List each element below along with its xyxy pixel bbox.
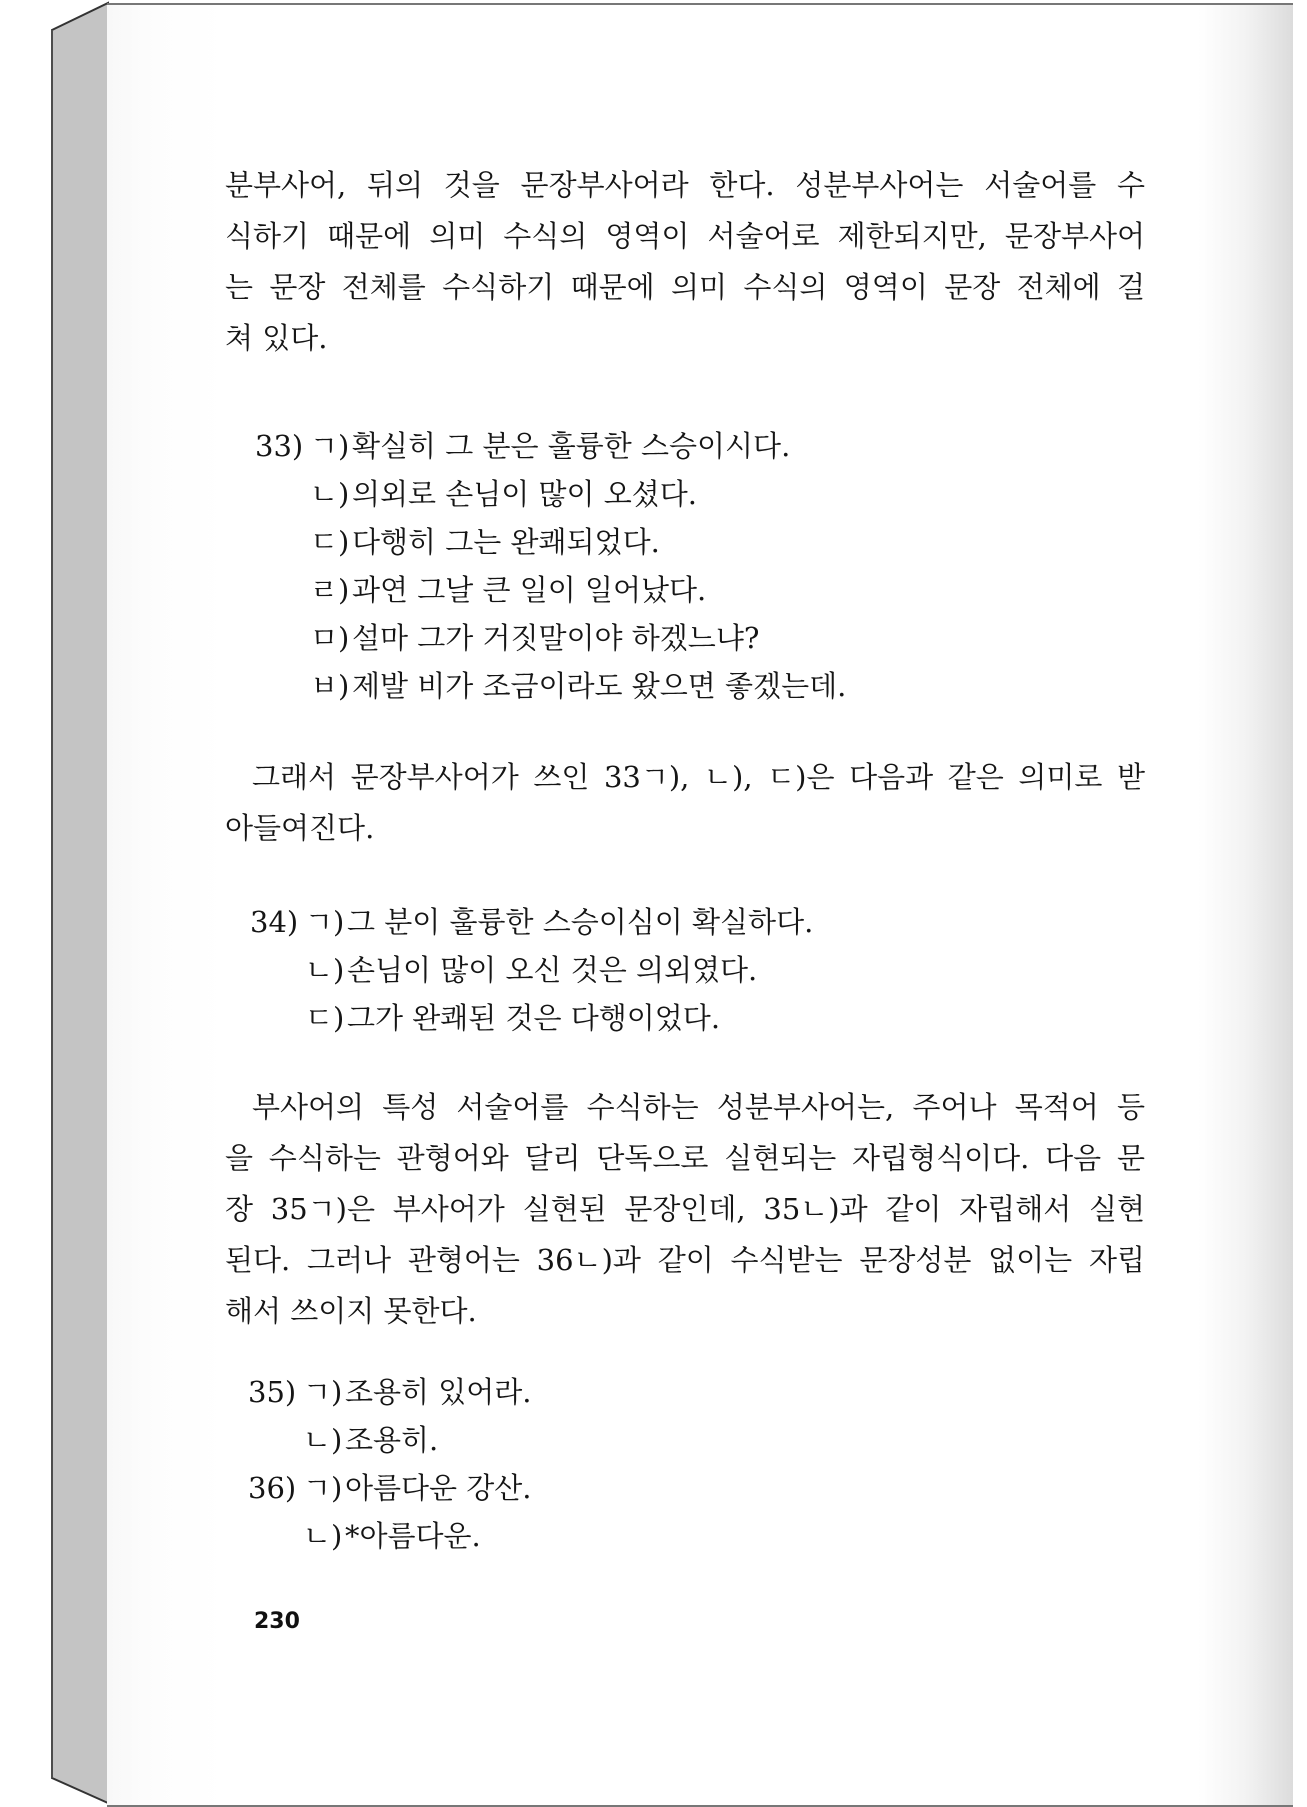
example-text: 의외로 손님이 많이 오셨다. (352, 477, 698, 511)
paragraph-text: 서술어를 수식하는 성분부사어는, 주어나 목적어 등 (456, 1090, 1145, 1124)
example-33 (225, 422, 1145, 710)
example-text: 과연 그날 큰 일이 일어났다. (352, 573, 707, 607)
example-number: 36) (248, 1471, 297, 1505)
example-letter: ㄴ) (303, 1423, 343, 1457)
example-row (225, 614, 1145, 662)
example-row (225, 1368, 1145, 1416)
example-number: 35) (248, 1375, 297, 1409)
example-text: *아름다운. (345, 1519, 481, 1553)
paragraph-line: 된다. 그러나 관형어는 36ㄴ)과 같이 수식받는 문장성분 없이는 자립 (225, 1243, 1145, 1277)
paragraph-line: 해서 쓰이지 못한다. (225, 1294, 477, 1328)
example-text: 설마 그가 거짓말이야 하겠느냐? (352, 621, 760, 655)
paragraph-1 (225, 160, 1145, 364)
example-row (225, 946, 1145, 994)
example-34 (225, 898, 1145, 1042)
example-text: 조용히. (345, 1423, 439, 1457)
section-heading: 부사어의 특성 (252, 1090, 439, 1124)
example-row (225, 994, 1145, 1042)
example-letter: ㅁ) (310, 621, 350, 655)
example-number: 33) (255, 429, 304, 463)
paragraph-line: 그래서 문장부사어가 쓰인 33ㄱ), ㄴ), ㄷ)은 다음과 같은 의미로 받 (252, 760, 1145, 794)
example-text: 확실히 그 분은 훌륭한 스승이시다. (352, 429, 791, 463)
paragraph-line: 쳐 있다. (225, 321, 328, 355)
paragraph-line: 장 35ㄱ)은 부사어가 실현된 문장인데, 35ㄴ)과 같이 자립해서 실현 (225, 1192, 1145, 1226)
paragraph-line: 을 수식하는 관형어와 달리 단독으로 실현되는 자립형식이다. 다음 문 (225, 1141, 1145, 1175)
example-row (225, 422, 1145, 470)
example-text: 아름다운 강산. (345, 1471, 532, 1505)
example-row (225, 662, 1145, 710)
example-letter: ㄹ) (310, 573, 350, 607)
example-letter: ㅂ) (310, 669, 350, 703)
example-text: 그가 완쾌된 것은 다행이었다. (347, 1001, 721, 1035)
example-35-36 (225, 1368, 1145, 1560)
example-letter: ㄱ) (305, 905, 345, 939)
example-row (225, 898, 1145, 946)
paragraph-line: 분부사어, 뒤의 것을 문장부사어라 한다. 성분부사어는 서술어를 수 (225, 168, 1145, 202)
example-text: 다행히 그는 완쾌되었다. (352, 525, 660, 559)
example-text: 손님이 많이 오신 것은 의외였다. (347, 953, 758, 987)
example-number: 34) (250, 905, 299, 939)
example-letter: ㄷ) (310, 525, 350, 559)
example-row (225, 1512, 1145, 1560)
example-letter: ㄱ) (303, 1375, 343, 1409)
example-row (225, 470, 1145, 518)
paragraph-line: 식하기 때문에 의미 수식의 영역이 서술어로 제한되지만, 문장부사어 (225, 219, 1145, 253)
example-letter: ㄷ) (305, 1001, 345, 1035)
paragraph-line (225, 1082, 1145, 1133)
paragraph-2 (225, 752, 1145, 854)
example-text: 제발 비가 조금이라도 왔으면 좋겠는데. (352, 669, 847, 703)
example-row (225, 1416, 1145, 1464)
example-row (225, 518, 1145, 566)
example-row (225, 1464, 1145, 1512)
example-letter: ㄱ) (303, 1471, 343, 1505)
example-letter: ㄱ) (310, 429, 350, 463)
example-letter: ㄴ) (310, 477, 350, 511)
page-number: 230 (254, 1609, 300, 1634)
paragraph-3 (225, 1082, 1145, 1337)
example-row (225, 566, 1145, 614)
example-letter: ㄴ) (303, 1519, 343, 1553)
book-spine-edge (0, 0, 112, 1806)
example-letter: ㄴ) (305, 953, 345, 987)
paragraph-line: 는 문장 전체를 수식하기 때문에 의미 수식의 영역이 문장 전체에 걸 (225, 270, 1145, 304)
example-text: 그 분이 훌륭한 스승이심이 확실하다. (347, 905, 814, 939)
paragraph-line: 아들여진다. (225, 811, 375, 845)
example-text: 조용히 있어라. (345, 1375, 532, 1409)
